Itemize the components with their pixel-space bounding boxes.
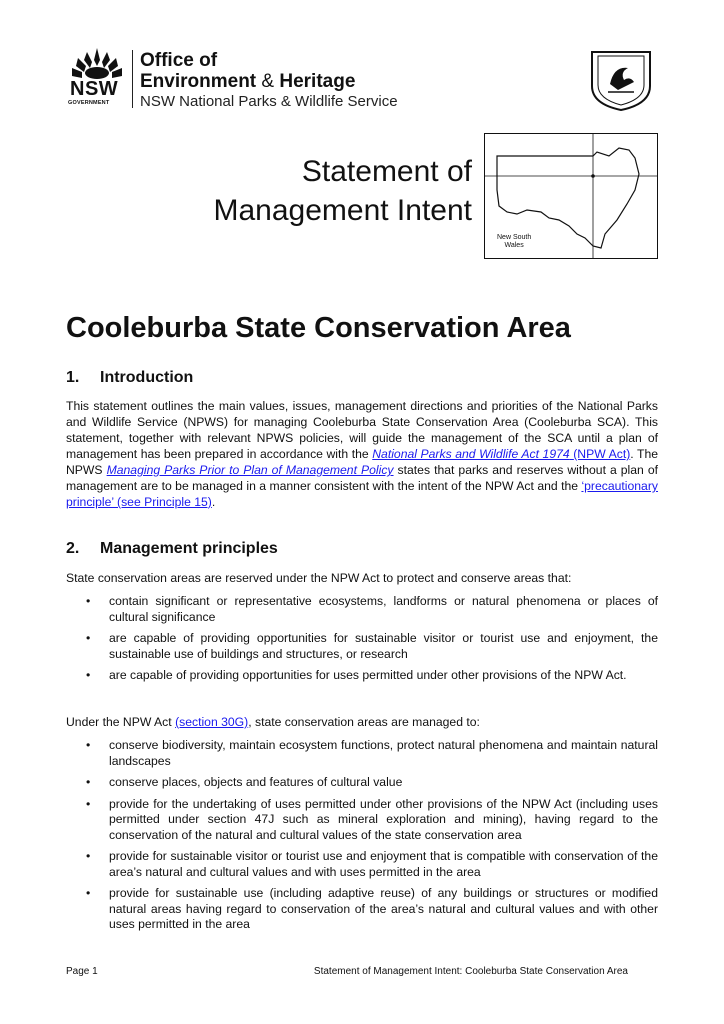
agency-line-2: [140, 71, 398, 92]
section-1-heading: [66, 369, 193, 387]
list-item: • provide for the undertaking of uses permitted under other provisions of the NPW Act (including uses permitted under section 47J such as mineral exploration and mining), having regard to the conservation of the natural and cultural values of the state conservation area: [66, 797, 658, 844]
management-intro-text-1: Under the NPW Act: [66, 715, 176, 729]
management-intro-text-2: , state conservation areas are managed to:: [248, 715, 480, 729]
document-type-line-2: Management Intent: [213, 194, 472, 227]
document-type-line-1: Statement of: [301, 155, 472, 188]
section-1-number: 1.: [66, 369, 80, 386]
agency-ampersand: &: [261, 71, 275, 92]
section-2-heading: [66, 540, 278, 558]
nsw-logo-text: NSW: [70, 78, 119, 100]
nsw-logo-subtext: GOVERNMENT: [68, 100, 110, 106]
intro-text-4: .: [211, 495, 216, 509]
list-item: • provide for sustainable use (including adaptive reuse) of any buildings or structures or modified natural areas having regard to conservation of the area’s natural and cultural values and with other uses permitted in the area: [66, 886, 658, 933]
footer-document-title: Statement of Management Intent: Cooleburba State Conservation Area: [313, 966, 628, 977]
list-item: • are capable of providing opportunities for sustainable visitor or tourist use and enjoyment, the sustainable use of buildings and structures, or research: [66, 631, 658, 662]
nsw-government-logo: [66, 46, 128, 108]
location-map: [484, 133, 658, 259]
logo-divider: [132, 50, 133, 108]
waratah-icon: [70, 46, 124, 80]
footer-page-number: Page 1: [66, 966, 98, 977]
section-2-number: 2.: [66, 540, 80, 557]
intro-text-1: This statement outlines the main values, issues, management directions and priorities of the National Parks and Wildlife Service (NPWS) for managing Cooleburba State Conservation Area (Cooleburba SCA). This statement, together with relevant NPWS policies, will guide the management of the SCA until a plan of management has been prepared in accordance with the: [66, 399, 658, 461]
principles-intro: State conservation areas are reserved under the NPW Act to protect and conserve areas that:: [66, 571, 572, 585]
list-item: • are capable of providing opportunities for uses permitted under other provisions of the NPW Act.: [66, 668, 658, 684]
list-item: • contain significant or representative ecosystems, landforms or natural phenomena or places of cultural significance: [66, 594, 658, 625]
map-label-line-1: New South: [497, 234, 532, 241]
precautionary-principle-link[interactable]: ‘precautionary principle’ (see Principle 15): [66, 479, 658, 509]
section-2-title: Management principles: [100, 540, 278, 557]
npw-act-link[interactable]: National Parks and Wildlife Act 1974 (NPW Act): [372, 447, 631, 461]
map-label: [497, 234, 531, 250]
map-label-line-2: Wales: [504, 242, 524, 249]
management-intro: [66, 714, 658, 730]
agency-line-3: NSW National Parks & Wildlife Service: [140, 93, 398, 110]
intro-text-2: . The NPWS: [66, 447, 659, 477]
list-item: • conserve biodiversity, maintain ecosystem functions, protect natural phenomena and maintain natural landscapes: [66, 738, 658, 769]
reserve-location-marker: [591, 174, 595, 178]
introduction-paragraph: [66, 398, 658, 510]
agency-word-environment: Environment: [140, 71, 257, 92]
agency-name: [140, 50, 398, 112]
managing-parks-policy-link[interactable]: Managing Parks Prior to Plan of Management Policy: [106, 463, 394, 477]
list-item: • conserve places, objects and features of cultural value: [66, 775, 658, 791]
section-1-title: Introduction: [100, 369, 194, 386]
intro-text-3: states that parks and reserves without a plan of management are to be managed in a manner consistent with the intent of the NPW Act and the: [66, 463, 658, 493]
section-30g-link[interactable]: (section 30G): [175, 715, 249, 729]
agency-line-1: Office of: [140, 50, 218, 71]
document-type-title: [213, 152, 472, 230]
npws-seal-icon: [584, 46, 658, 112]
list-item: • provide for sustainable visitor or tourist use and enjoyment that is compatible with conservation of the area’s natural and cultural values and with uses permitted in the area: [66, 849, 658, 880]
reservation-purposes-list: [66, 594, 658, 690]
agency-word-heritage: Heritage: [279, 71, 356, 92]
page-title: Cooleburba State Conservation Area: [66, 312, 571, 344]
management-objectives-list: [66, 738, 658, 939]
nsw-outline: [497, 148, 639, 248]
